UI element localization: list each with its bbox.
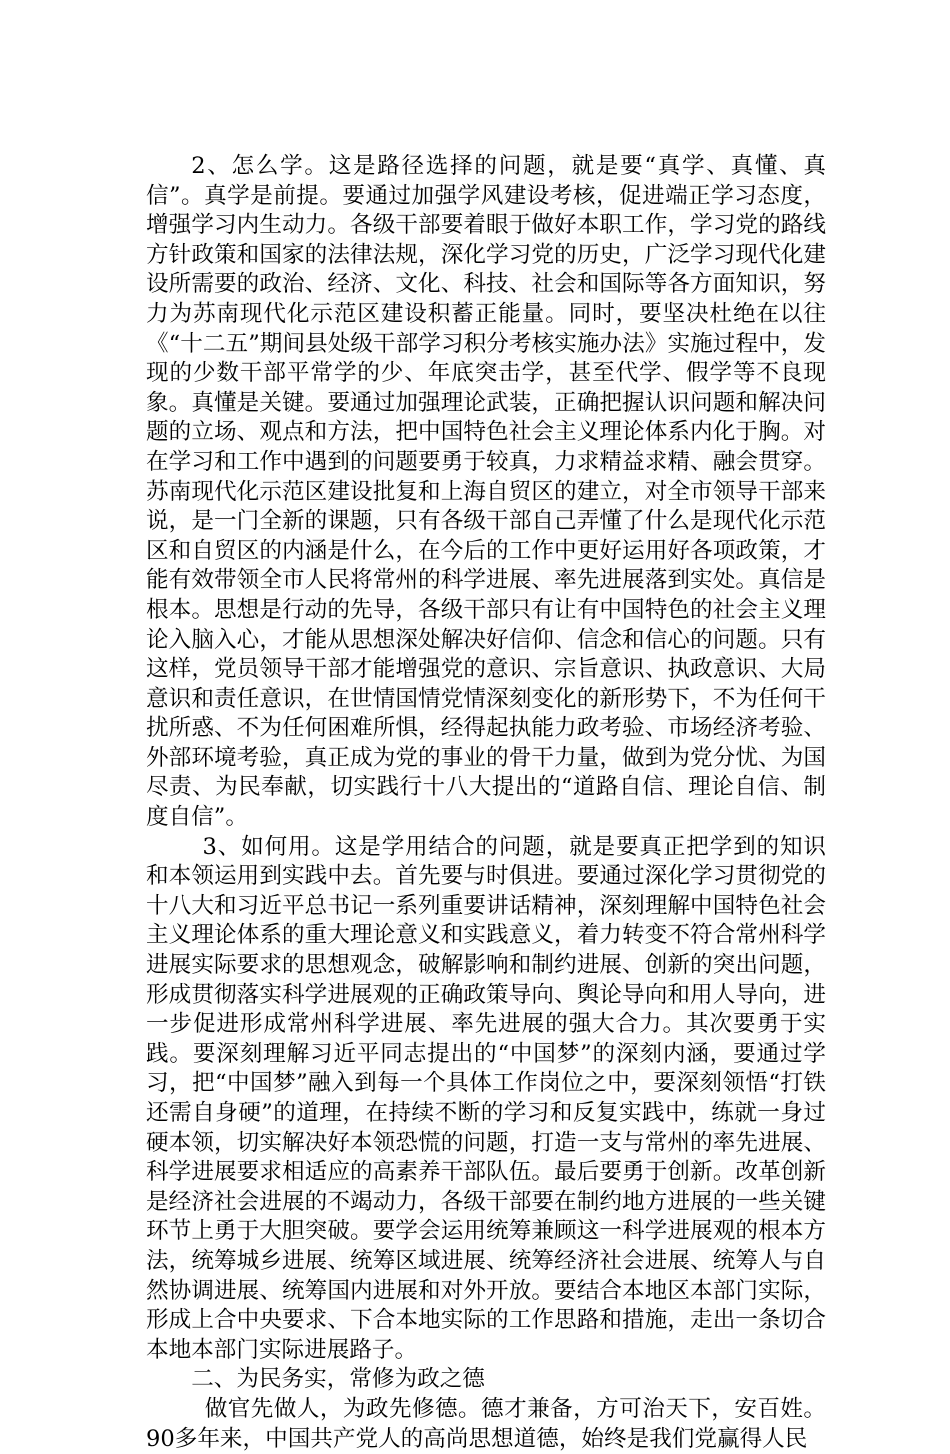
document-body xyxy=(146,152,826,1454)
paragraph-how-to-use: 3、如何用。这是学用结合的问题，就是要真正把学到的知识和本领运用到实践中去。首先要与时俱进。要通过深化学习贯彻党的十八大和习近平总书记一系列重要讲话精神，深刻理解中国特色社会主义理论体系的重大理论意义和实践意义，着力转变不符合常州科学进展实际要求的思想观念，破解影响和制约进展、创新的突出问题，形成贯彻落实科学进展观的正确政策导向、舆论导向和用人导向，进一步促进形成常州科学进展、率先进展的强大合力。其次要勇于实践。要深刻理解习近平同志提出的“中国梦”的深刻内涵，要通过学习，把“中国梦”融入到每一个具体工作岗位之中，要深刻领悟“打铁还需自身硬”的道理，在持续不断的学习和反复实践中，练就一身过硬本领，切实解决好本领恐慌的问题，打造一支与常州的率先进展、科学进展要求相适应的高素养干部队伍。最后要勇于创新。改革创新是经济社会进展的不竭动力，各级干部要在制约地方进展的一些关键环节上勇于大胆突破。要学会运用统筹兼顾这一科学进展观的根本方法，统筹城乡进展、统筹区域进展、统筹经济社会进展、统筹人与自然协调进展、统筹国内进展和对外开放。要结合本地区本部门实际，形成上合中央要求、下合本地实际的工作思路和措施，走出一条切合本地本部门实际进展路子。 xyxy=(146,833,826,1363)
paragraph-how-to-learn: 2、怎么学。这是路径选择的问题，就是要“真学、真懂、真信”。真学是前提。要通过加强学风建设考核，促进端正学习态度，增强学习内生动力。各级干部要着眼于做好本职工作，学习党的路线方针政策和国家的法律法规，深化学习党的历史，广泛学习现代化建设所需要的政治、经济、文化、科技、社会和国际等各方面知识，努力为苏南现代化示范区建设积蓄正能量。同时，要坚决杜绝在以往《“十二五”期间县处级干部学习积分考核实施办法》实施过程中，发现的少数干部平常学的少、年底突击学，甚至代学、假学等不良现象。真懂是关键。要通过加强理论武装，正确把握认识问题和解决问题的立场、观点和方法，把中国特色社会主义理论体系内化于胸。对在学习和工作中遇到的问题要勇于较真，力求精益求精、融会贯穿。苏南现代化示范区建设批复和上海自贸区的建立，对全市领导干部来说，是一门全新的课题，只有各级干部自己弄懂了什么是现代化示范区和自贸区的内涵是什么，在今后的工作中更好运用好各项政策，才能有效带领全市人民将常州的科学进展、率先进展落到实处。真信是根本。思想是行动的先导，各级干部只有让有中国特色的社会主义理论入脑入心，才能从思想深处解决好信仰、信念和信心的问题。只有这样，党员领导干部才能增强党的意识、宗旨意识、执政意识、大局意识和责任意识，在世情国情党情深刻变化的新形势下，不为任何干扰所惑、不为任何困难所惧，经得起执能力政考验、市场经济考验、外部环境考验，真正成为党的事业的骨干力量，做到为党分忧、为国尽责、为民奉献，切实践行十八大提出的“道路自信、理论自信、制度自信”。 xyxy=(146,153,826,831)
paragraph-virtue-intro: 做官先做人，为政先修德。德才兼备，方可治天下，安百姓。90多年来，中国共产党人的高尚思想道德，始终是我们党赢得人民 xyxy=(146,1395,826,1452)
section-heading: 二、为民务实，常修为政之德 xyxy=(191,1366,485,1393)
